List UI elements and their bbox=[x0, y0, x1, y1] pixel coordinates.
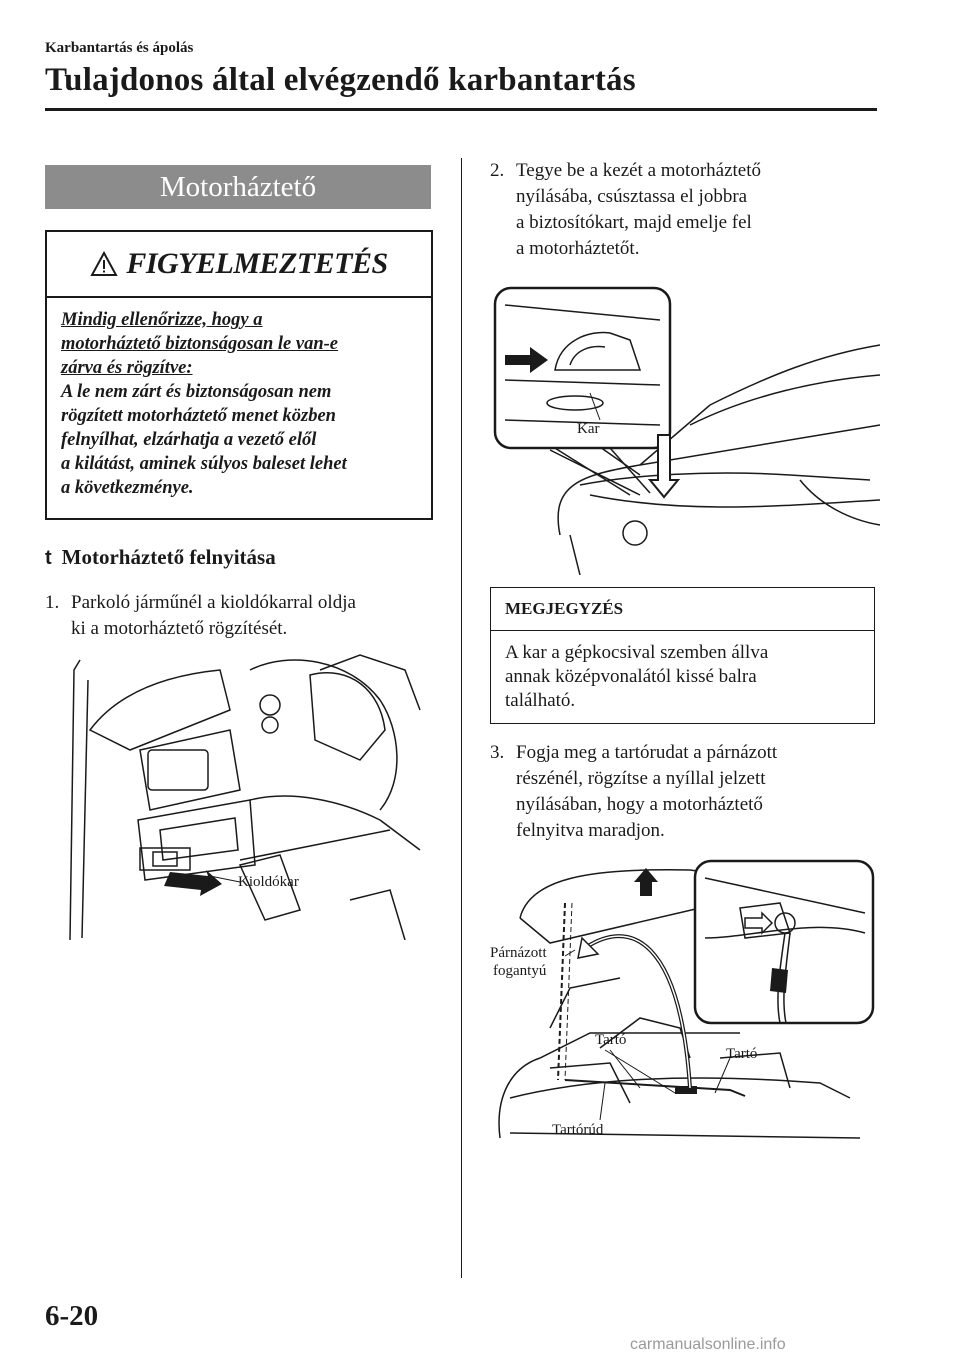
step-number: 3. bbox=[490, 742, 505, 763]
subheading-bullet: t bbox=[45, 547, 52, 569]
step-text bbox=[516, 158, 761, 262]
step-line: részénél, rögzítse a nyíllal jelzett bbox=[516, 768, 766, 789]
note-header bbox=[491, 588, 874, 631]
step-line: a biztosítókart, majd emelje fel bbox=[516, 212, 752, 233]
warning-header bbox=[47, 232, 431, 298]
warning-line: felnyílhat, elzárhatja a vezető elől bbox=[61, 430, 317, 450]
warning-line: motorháztető biztonságosan le van-e bbox=[61, 334, 339, 354]
hood-latch-illustration bbox=[490, 285, 885, 575]
step-text bbox=[516, 740, 777, 844]
warning-line: zárva és rögzítve: bbox=[61, 358, 193, 378]
step-1 bbox=[45, 590, 445, 646]
section-banner: Motorháztető bbox=[45, 165, 431, 209]
note-line: A kar a gépkocsival szemben állva bbox=[505, 642, 769, 663]
support-rod-illustration bbox=[490, 858, 885, 1148]
step-line: felnyitva maradjon. bbox=[516, 820, 665, 841]
step-3 bbox=[490, 740, 890, 850]
warning-line: a következménye. bbox=[61, 478, 194, 498]
step-number: 1. bbox=[45, 592, 60, 613]
page-number: 6-20 bbox=[45, 1300, 99, 1332]
header-rule bbox=[45, 108, 877, 111]
subheading bbox=[45, 545, 276, 570]
warning-line: Mindig ellenőrizze, hogy a bbox=[61, 310, 263, 330]
parnazott-label-2: fogantyú bbox=[493, 963, 547, 979]
tarto-label-2: Tartó bbox=[726, 1046, 758, 1062]
step-line: Parkoló járműnél a kioldókarral oldja bbox=[71, 592, 356, 613]
warning-title: FIGYELMEZTETÉS bbox=[126, 247, 388, 280]
column-divider bbox=[461, 158, 462, 1278]
step-line: Tegye be a kezét a motorháztető bbox=[516, 160, 762, 181]
warning-body bbox=[61, 308, 421, 500]
release-lever-illustration bbox=[60, 650, 430, 940]
warning-triangle-icon bbox=[90, 251, 118, 277]
note-body bbox=[505, 641, 865, 713]
parnazott-label-1: Párnázott bbox=[490, 945, 547, 961]
tarto-label-1: Tartó bbox=[595, 1032, 627, 1048]
note-line: található. bbox=[505, 690, 576, 711]
tartorud-label: Tartórúd bbox=[552, 1122, 604, 1138]
warning-line: a kilátást, aminek súlyos baleset lehet bbox=[61, 454, 347, 474]
warning-line: A le nem zárt és biztonságosan nem bbox=[61, 382, 332, 402]
step-line: ki a motorháztető rögzítését. bbox=[71, 618, 288, 639]
section-label: Karbantartás és ápolás bbox=[45, 40, 194, 56]
watermark: carmanualsonline.info bbox=[630, 1336, 786, 1353]
step-line: nyílásában, hogy a motorháztető bbox=[516, 794, 763, 815]
kar-label: Kar bbox=[577, 421, 600, 437]
note-box bbox=[490, 587, 875, 724]
step-number: 2. bbox=[490, 160, 505, 181]
step-line: nyílásába, csúsztassa el jobbra bbox=[516, 186, 748, 207]
kioldokar-label: Kioldókar bbox=[238, 874, 299, 890]
step-line: Fogja meg a tartórudat a párnázott bbox=[516, 742, 778, 763]
note-title: MEGJEGYZÉS bbox=[505, 599, 624, 618]
warning-line: rögzített motorháztető menet közben bbox=[61, 406, 336, 426]
warning-box bbox=[45, 230, 433, 520]
step-2 bbox=[490, 158, 890, 268]
page-title: Tulajdonos által elvégzendő karbantartás bbox=[45, 62, 636, 98]
subheading-text: Motorháztető felnyitása bbox=[61, 545, 276, 569]
step-line: a motorháztetőt. bbox=[516, 238, 640, 259]
note-line: annak középvonalától kissé balra bbox=[505, 666, 757, 687]
step-text bbox=[71, 590, 356, 642]
